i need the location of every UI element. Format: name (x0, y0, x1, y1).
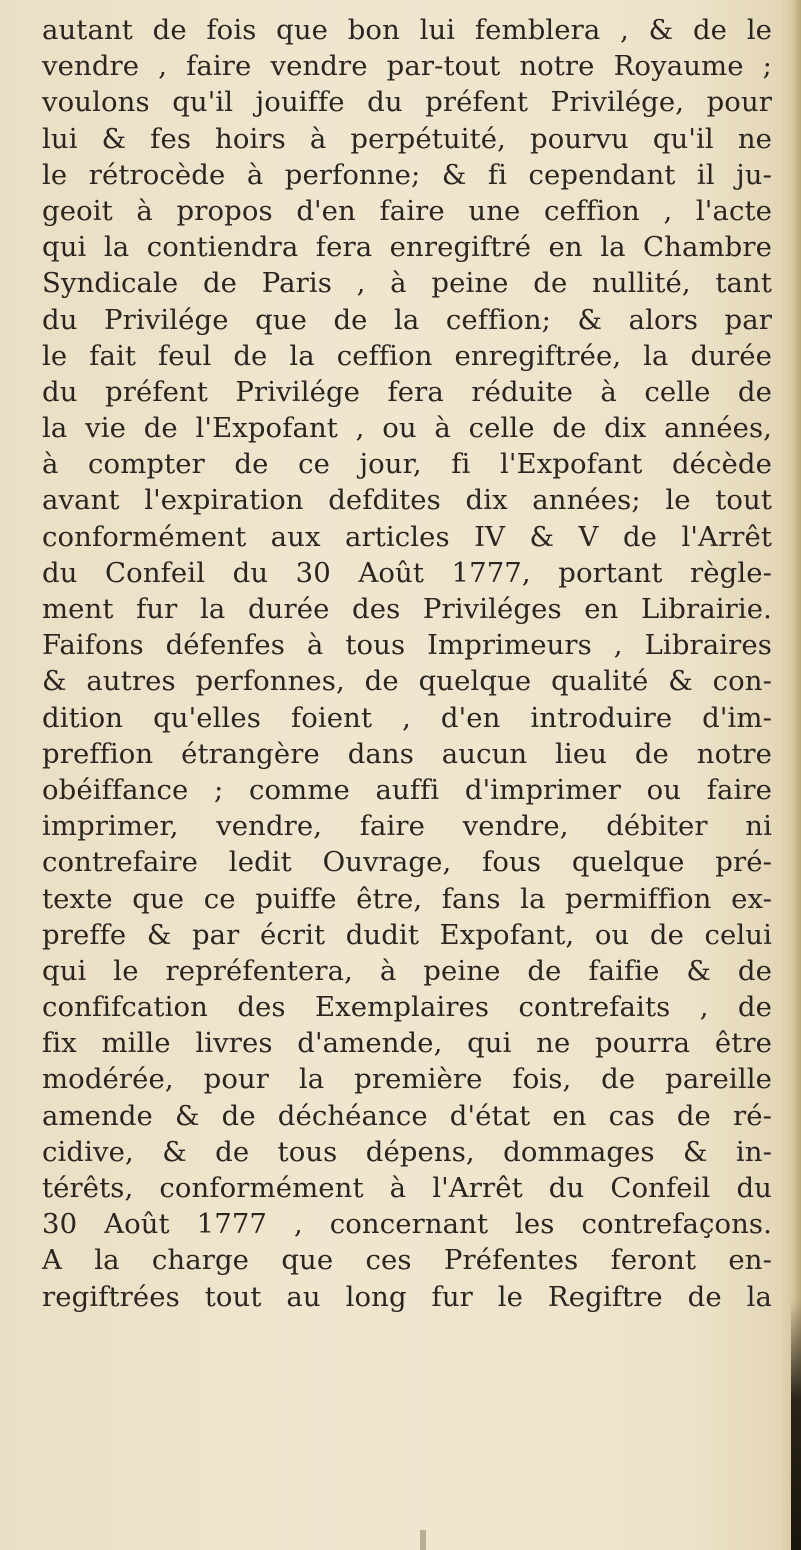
text-line: ment fur la durée des Priviléges en Librairie. (42, 593, 772, 625)
text-line: preffe & par écrit dudit Expofant, ou de celui (42, 918, 772, 951)
text-line: amende & de déchéance d'état en cas de ré- (42, 1099, 772, 1132)
text-line: geoit à propos d'en faire une ceffion , l'acte (42, 194, 772, 227)
text-line: contrefaire ledit Ouvrage, fous quelque pré- (42, 846, 772, 879)
text-line: conformément aux articles IV & V de l'Arrêt (42, 520, 772, 553)
body-text (42, 12, 772, 1315)
text-line: confifcation des Exemplaires contrefaits , de (42, 991, 772, 1024)
text-line: imprimer, vendre, faire vendre, débiter ni (42, 810, 772, 843)
text-line: fix mille livres d'amende, qui ne pourra être (42, 1027, 772, 1060)
text-line: Syndicale de Paris , à peine de nullité, tant (42, 267, 772, 300)
text-line: A la charge que ces Préfentes feront en- (42, 1244, 772, 1277)
text-line: du Privilége que de la ceffion; & alors par (42, 303, 772, 336)
text-line: avant l'expiration defdites dix années; le tout (42, 484, 772, 517)
text-line: modérée, pour la première fois, de pareille (42, 1063, 772, 1096)
text-line: le fait feul de la ceffion enregiftrée, la durée (42, 339, 772, 372)
text-line: qui la contiendra fera enregiftré en la Chambre (42, 231, 772, 264)
text-line: du Confeil du 30 Août 1777, portant règle- (42, 556, 772, 589)
text-line: preffion étrangère dans aucun lieu de notre (42, 737, 772, 770)
text-line: vendre , faire vendre par-tout notre Royaume ; (42, 50, 772, 83)
text-line: dition qu'elles foient , d'en introduire d'im- (42, 701, 772, 734)
text-line: à compter de ce jour, fi l'Expofant décède (42, 448, 772, 481)
text-line: le rétrocède à perfonne; & fi cependant il ju- (42, 158, 772, 191)
text-line: regiftrées tout au long fur le Regiftre de la (42, 1280, 772, 1313)
binding-shadow (791, 1300, 801, 1550)
text-line: voulons qu'il jouiffe du préfent Privilége, pour (42, 86, 772, 119)
text-line: qui le repréfentera, à peine de faifie & de (42, 954, 772, 987)
text-line: 30 Août 1777 , concernant les contrefaçons. (42, 1208, 772, 1241)
text-line: cidive, & de tous dépens, dommages & in- (42, 1135, 772, 1168)
text-line: lui & fes hoirs à perpétuité, pourvu qu'il ne (42, 122, 772, 155)
text-line: du préfent Privilége fera réduite à celle de (42, 375, 772, 408)
text-line: autant de fois que bon lui femblera , & de le (42, 14, 772, 46)
text-line: Faifons défenfes à tous Imprimeurs , Libraires (42, 629, 772, 662)
text-line: la vie de l'Expofant , ou à celle de dix années, (42, 412, 772, 445)
text-line: obéiffance ; comme auffi d'imprimer ou faire (42, 773, 772, 806)
text-line: térêts, conformément à l'Arrêt du Confeil du (42, 1172, 772, 1204)
text-line: texte que ce puiffe être, fans la permiffion ex- (42, 882, 772, 915)
ink-smudge (420, 1530, 426, 1550)
text-line: & autres perfonnes, de quelque qualité & con- (42, 665, 772, 698)
